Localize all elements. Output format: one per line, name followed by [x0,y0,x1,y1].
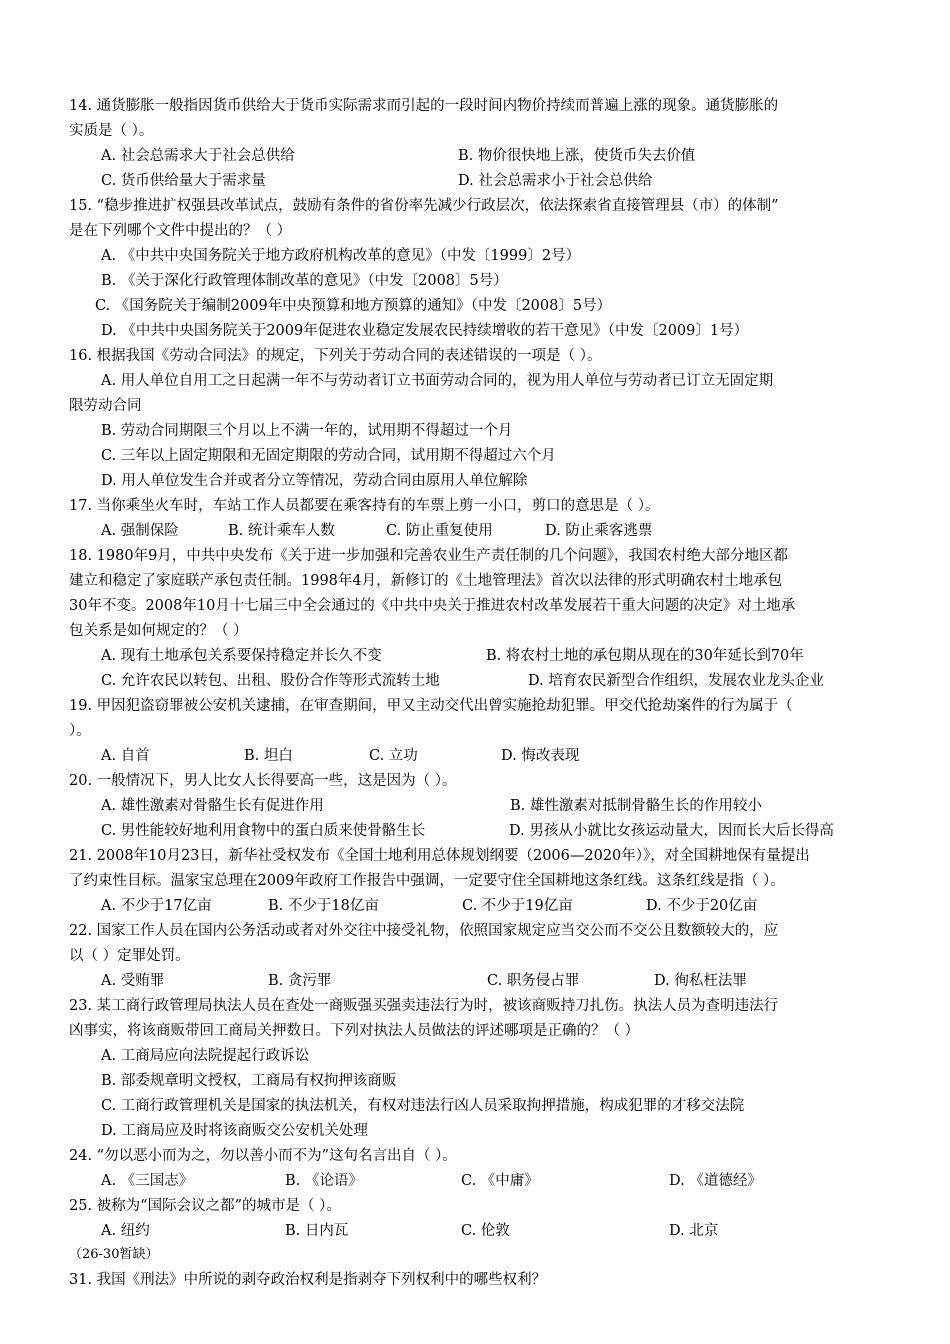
question-24-option-b: B. 《论语》 [285,1173,363,1189]
question-18-stem: 包关系是如何规定的？（ ） [69,623,248,639]
question-18-option-a: A. 现有土地承包关系要保持稳定并长久不变 [101,648,382,664]
question-25-option-c: C. 伦敦 [461,1223,510,1239]
question-19-option-a: A. 自首 [101,748,150,764]
question-19-option-c: C. 立功 [369,748,418,764]
question-14-option-a: A. 社会总需求大于社会总供给 [101,148,295,164]
question-20-option-d: D. 男孩从小就比女孩运动量大，因而长大后长得高 [509,823,834,839]
question-15-option-c: C. 《国务院关于编制2009年中央预算和地方预算的通知》（中发〔2008〕5号） [95,298,612,314]
question-20-option-b: B. 雄性激素对抵制骨骼生长的作用较小 [510,798,762,814]
question-21-option-d: D. 不少于20亿亩 [646,898,758,914]
question-15-stem: 15. “稳步推进扩权强县改革试点，鼓励有条件的省份率先减少行政层次，依法探索省直接管理县（市）的体制” [69,198,779,214]
question-18-option-c: C. 允许农民以转包、出租、股份合作等形式流转土地 [101,673,440,689]
question-25-option-a: A. 纽约 [101,1223,150,1239]
question-20-option-c: C. 男性能较好地利用食物中的蛋白质来使骨骼生长 [101,823,426,839]
question-16-option-a-cont: 限劳动合同 [69,398,142,414]
question-15-option-d: D. 《中共中央国务院关于2009年促进农业稳定发展农民持续增收的若干意见》（中发〔2009〕1号） [101,323,749,339]
question-21-stem: 21. 2008年10月23日，新华社受权发布《全国土地利用总体规划纲要（2006—2020年）》，对全国耕地保有量提出 [69,848,810,864]
question-17-stem: 17. 当你乘坐火车时，车站工作人员都要在乘客持有的车票上剪一小口，剪口的意思是（ ）。 [69,498,660,514]
question-16-option-c: C. 三年以上固定期限和无固定期限的劳动合同，试用期不得超过六个月 [101,448,556,464]
question-17-option-c: C. 防止重复使用 [386,523,493,539]
question-22-stem: 22. 国家工作人员在国内公务活动或者对外交往中接受礼物，依照国家规定应当交公而不交公且数额较大的，应 [69,923,779,939]
question-24-stem: 24. “勿以恶小而为之，勿以善小而不为”这句名言出自（ ）。 [69,1148,457,1164]
question-24-option-c: C. 《中庸》 [461,1173,539,1189]
question-22-option-d: D. 徇私枉法罪 [654,973,747,989]
question-14-option-c: C. 货币供给量大于需求量 [101,173,266,189]
question-15-option-b: B. 《关于深化行政管理体制改革的意见》（中发〔2008〕5号） [101,273,508,289]
question-16-stem: 16. 根据我国《劳动合同法》的规定，下列关于劳动合同的表述错误的一项是（ ）。 [69,348,602,364]
question-16-option-b: B. 劳动合同期限三个月以上不满一年的，试用期不得超过一个月 [101,423,513,439]
question-21-option-a: A. 不少于17亿亩 [101,898,212,914]
question-25-option-b: B. 日内瓦 [285,1223,349,1239]
question-25-stem: 25. 被称为“国际会议之都”的城市是（ ）。 [69,1198,341,1214]
question-18-stem: 建立和稳定了家庭联产承包责任制。1998年4月，新修订的《土地管理法》首次以法律的形式明确农村土地承包 [69,573,783,589]
question-31-stem: 31. 我国《刑法》中所说的剥夺政治权利是指剥夺下列权利中的哪些权利？ [69,1272,547,1288]
question-20-option-a: A. 雄性激素对骨骼生长有促进作用 [101,798,324,814]
question-20-stem: 20. 一般情况下，男人比女人长得要高一些，这是因为（ ）。 [69,773,457,789]
question-23-option-b: B. 部委规章明文授权，工商局有权拘押该商贩 [101,1073,397,1089]
question-15-stem: 是在下列哪个文件中提出的？（ ） [69,223,292,239]
question-23-option-d: D. 工商局应及时将该商贩交公安机关处理 [101,1123,368,1139]
question-18-stem: 30年不变。2008年10月十七届三中全会通过的《中共中央关于推进农村改革发展若干重大问题的决定》对土地承 [69,598,796,614]
question-22-option-c: C. 职务侵占罪 [487,973,580,989]
question-21-stem: 了约束性目标。温家宝总理在2009年政府工作报告中强调，一定要守住全国耕地这条红线。这条红线是指（ ）。 [69,873,785,889]
question-16-option-d: D. 用人单位发生合并或者分立等情况，劳动合同由原用人单位解除 [101,473,528,489]
question-17-option-a: A. 强制保险 [101,523,179,539]
question-24-option-a: A. 《三国志》 [101,1173,194,1189]
question-23-option-a: A. 工商局应向法院提起行政诉讼 [101,1048,310,1064]
question-16-option-a: A. 用人单位自用工之日起满一年不与劳动者订立书面劳动合同的，视为用人单位与劳动者已订立无固定期 [101,373,774,389]
question-17-option-d: D. 防止乘客逃票 [545,523,653,539]
question-22-option-b: B. 贪污罪 [268,973,332,989]
question-24-option-d: D. 《道德经》 [669,1173,762,1189]
question-19-stem: ）。 [69,723,91,739]
question-23-option-c: C. 工商行政管理机关是国家的执法机关，有权对违法行凶人员采取拘押措施，构成犯罪的才移交法院 [101,1098,745,1114]
question-19-option-d: D. 悔改表现 [501,748,580,764]
question-22-option-a: A. 受贿罪 [101,973,165,989]
question-14-stem: 实质是（ ）。 [69,123,154,139]
missing-questions-note: （26-30暂缺） [69,1247,159,1262]
question-14-stem: 14. 通货膨胀一般指因货币供给大于货币实际需求而引起的一段时间内物价持续而普遍上涨的现象。通货膨胀的 [69,98,779,114]
question-14-option-b: B. 物价很快地上涨，使货币失去价值 [458,148,696,164]
question-15-option-a: A. 《中共中央国务院关于地方政府机构改革的意见》（中发〔1999〕2号） [101,248,581,264]
question-23-stem: 23. 某工商行政管理局执法人员在查处一商贩强买强卖违法行为时，被该商贩持刀扎伤。执法人员为查明违法行 [69,998,779,1014]
question-22-stem: 以（ ）定罪处罚。 [69,948,190,964]
question-25-option-d: D. 北京 [669,1223,719,1239]
question-19-stem: 19. 甲因犯盗窃罪被公安机关逮捕，在审查期间，甲又主动交代出曾实施抢劫犯罪。甲交代抢劫案件的行为属于（ [69,698,793,714]
question-19-option-b: B. 坦白 [244,748,293,764]
question-14-option-d: D. 社会总需求小于社会总供给 [458,173,653,189]
question-23-stem: 凶事实，将该商贩带回工商局关押数日。下列对执法人员做法的评述哪项是正确的？（ ） [69,1023,640,1039]
question-18-stem: 18. 1980年9月，中共中央发布《关于进一步加强和完善农业生产责任制的几个问题》，我国农村绝大部分地区都 [69,548,789,564]
question-21-option-b: B. 不少于18亿亩 [268,898,379,914]
question-18-option-d: D. 培育农民新型合作组织，发展农业龙头企业 [528,673,824,689]
question-17-option-b: B. 统计乘车人数 [228,523,335,539]
question-21-option-c: C. 不少于19亿亩 [462,898,573,914]
question-18-option-b: B. 将农村土地的承包期从现在的30年延长到70年 [486,648,804,664]
